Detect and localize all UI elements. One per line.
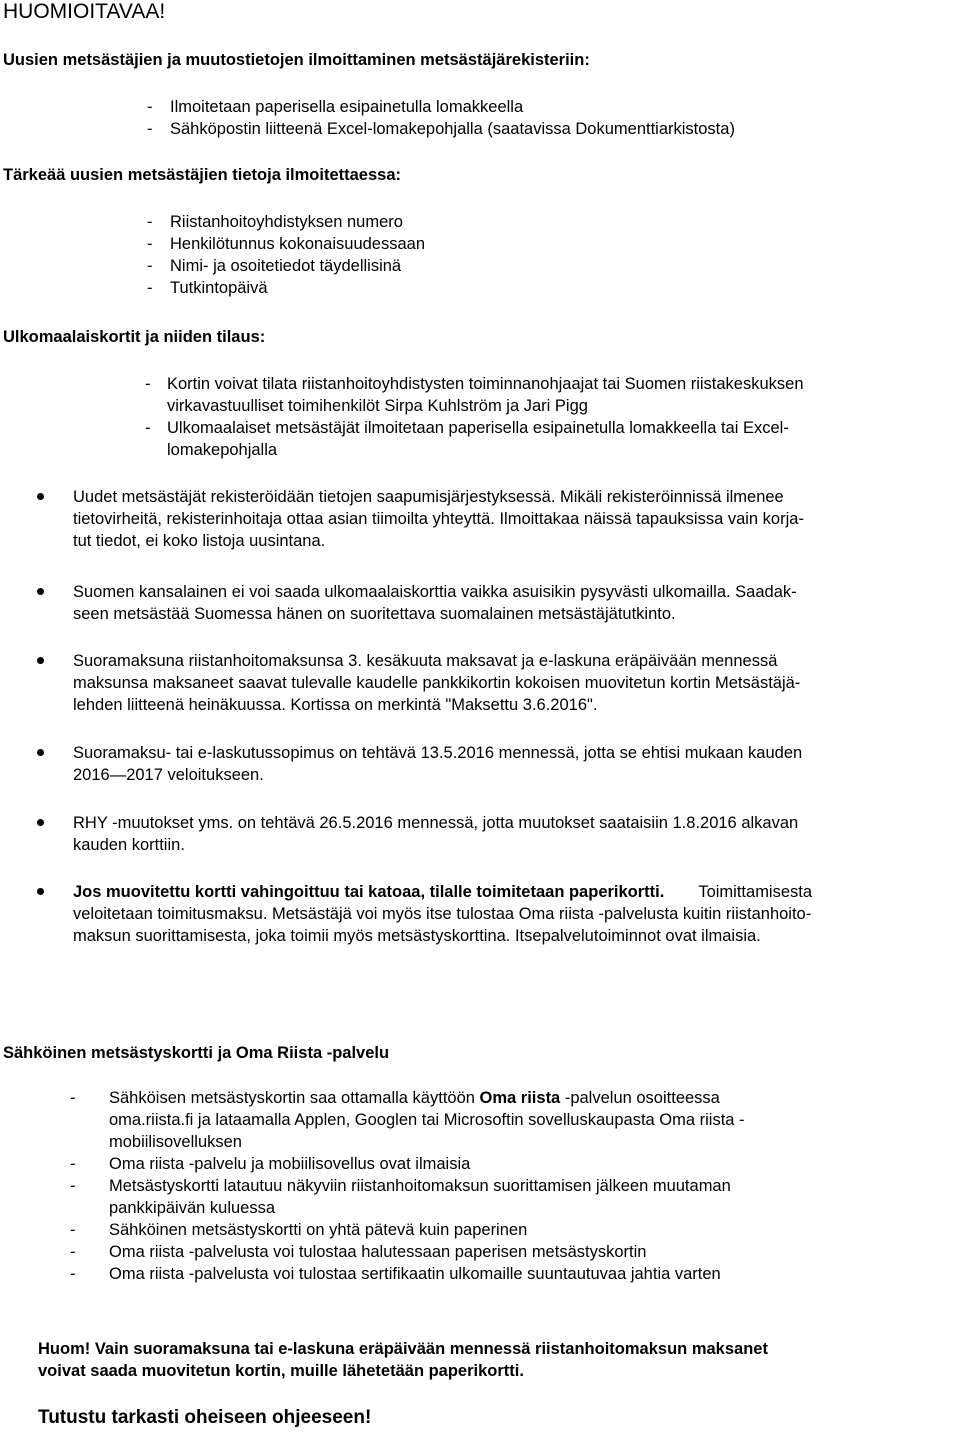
bullet-icon bbox=[37, 657, 44, 664]
section-heading-foreign-cards: Ulkomaalaiskortit ja niiden tilaus: bbox=[3, 328, 266, 346]
bullet-icon bbox=[37, 819, 44, 826]
bullet-paragraph: Uudet metsästäjät rekisteröidään tietojen saapumisjärjestyksessä. Mikäli rekisteröinnissä ilmenee tietovirheitä, rekisterinhoitaja ottaa asian tiimoilta yhteyttä. Ilmoittakaa näissä tapauksissa vain korja- tut tiedot, ei koko listoja uusintana. bbox=[73, 488, 804, 550]
list-item: - Oma riista -palvelusta voi tulostaa sertifikaatin ulkomaille suuntautuvaa jahtia varten bbox=[70, 1265, 721, 1283]
bullet-paragraph: Suomen kansalainen ei voi saada ulkomaalaiskorttia vaikka asuisikin pysyvästi ulkomailla. Saadak- seen metsästää Suomessa hänen on suoritettava suomalainen metsästäjätutkinto. bbox=[73, 583, 797, 623]
list-item: - Sähköinen metsästyskortti on yhtä pätevä kuin paperinen bbox=[70, 1221, 528, 1239]
bullet-paragraph: Suoramaksuna riistanhoitomaksunsa 3. kesäkuuta maksavat ja e-laskuna eräpäivään mennessä maksunsa maksaneet saavat tulevalle kaudelle pankkikortin kokoisen muovitetun kortin Metsästäjä- lehden liitteenä heinäkuussa. Kortissa on merkintä "Maksettu 3.6.2016". bbox=[73, 652, 801, 714]
list-item: - Oma riista -palvelusta voi tulostaa halutessaan paperisen metsästyskortin bbox=[70, 1243, 647, 1261]
section-heading-electronic-card: Sähköinen metsästyskortti ja Oma Riista -palvelu bbox=[3, 1044, 390, 1062]
list-item: - Ilmoitetaan paperisella esipainetulla lomakkeella bbox=[147, 98, 524, 116]
closing-note: Tutustu tarkasti oheiseen ohjeeseen! bbox=[38, 1407, 372, 1428]
required-info-list bbox=[147, 211, 947, 299]
electronic-card-list bbox=[70, 1087, 950, 1285]
list-item: - Sähköpostin liitteenä Excel-lomakepohjalla (saatavissa Dokumenttiarkistosta) bbox=[147, 120, 735, 138]
registration-method-list bbox=[147, 96, 947, 140]
list-item: - Riistanhoitoyhdistyksen numero bbox=[147, 213, 403, 231]
bullet-paragraph: Jos muovitettu kortti vahingoittuu tai katoaa, tilalle toimitetaan paperikortti. Toimittamisesta veloitetaan toimitusmaksu. Metsästäjä voi myös itse tulostaa Oma riista -palvelusta kuitin riistanhoito- maksun suorittamisesta, joka toimii myös metsästyskorttina. Itsepalvelutoiminnot ovat ilmaisia. bbox=[73, 883, 813, 945]
bullet-icon bbox=[37, 888, 44, 895]
foreign-cards-list bbox=[145, 373, 955, 461]
bullet-icon bbox=[37, 493, 44, 500]
list-item: - Tutkintopäivä bbox=[147, 279, 268, 297]
bullet-paragraph: RHY -muutokset yms. on tehtävä 26.5.2016 mennessä, jotta muutokset saataisiin 1.8.2016 alkavan kauden korttiin. bbox=[73, 814, 799, 854]
list-item: - Kortin voivat tilata riistanhoitoyhdistysten toiminnanohjaajat tai Suomen riistakeskuksen virkavastuulliset toimihenkilöt Sirpa Kuhlström ja Jari Pigg bbox=[145, 375, 804, 415]
list-item: - Ulkomaalaiset metsästäjät ilmoitetaan paperisella esipainetulla lomakkeella tai Excel- lomakepohjalla bbox=[145, 419, 789, 459]
notice-paragraph: Huom! Vain suoramaksuna tai e-laskuna eräpäivään mennessä riistanhoitomaksun maksanet voivat saada muovitetun kortin, muille lähetetään paperikortti. bbox=[38, 1340, 768, 1380]
section-heading-important: Tärkeää uusien metsästäjien tietoja ilmoitettaessa: bbox=[3, 166, 401, 184]
bullet-paragraph: Suoramaksu- tai e-laskutussopimus on tehtävä 13.5.2016 mennessä, jotta se ehtisi mukaan kauden 2016—2017 veloitukseen. bbox=[73, 744, 803, 784]
list-item: - Henkilötunnus kokonaisuudessaan bbox=[147, 235, 426, 253]
list-item: - Nimi- ja osoitetiedot täydellisinä bbox=[147, 257, 402, 275]
list-item: - Metsästyskortti latautuu näkyviin riistanhoitomaksun suorittamisen jälkeen muutaman pankkipäivän kuluessa bbox=[70, 1177, 731, 1217]
list-item: - Sähköisen metsästyskortin saa ottamalla käyttöön Oma riista -palvelun osoitteessa oma.riista.fi ja lataamalla Applen, Googlen tai Microsoftin sovelluskaupasta Oma riista - mobiilisovelluksen bbox=[70, 1089, 745, 1151]
list-item: - Oma riista -palvelu ja mobiilisovellus ovat ilmaisia bbox=[70, 1155, 471, 1173]
page-title: HUOMIOITAVAA! bbox=[3, 0, 166, 23]
section-heading-registration: Uusien metsästäjien ja muutostietojen ilmoittaminen metsästäjärekisteriin: bbox=[3, 51, 590, 69]
bullet-icon bbox=[37, 588, 44, 595]
bullet-icon bbox=[37, 749, 44, 756]
